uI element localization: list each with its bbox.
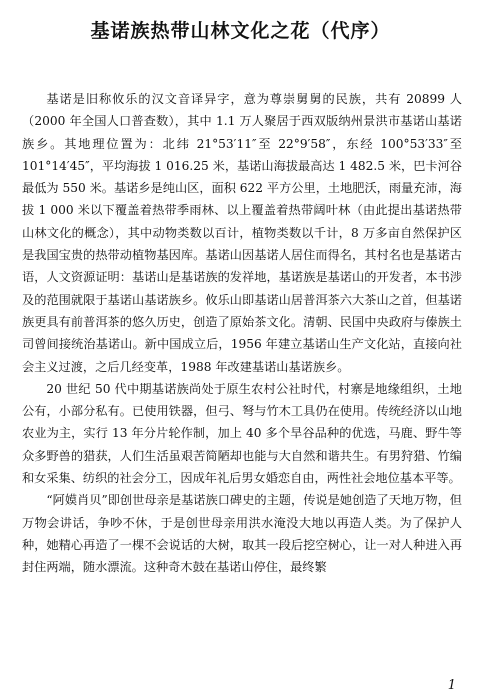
page-number: 1: [447, 678, 456, 693]
paragraph-3: “阿嫫肖贝”即创世母亲是基诺族口碑史的主题，传说是她创造了天地万物，但万物会讲话，争吵不休，于是创世母亲用洪水淹没大地以再造人类。为了保护人种，她精心再造了一棵不会说话的大树，取其一段后挖空树心，让一对人种进入再封住两端，随水漂流。这种奇木鼓在基诺山停住，最终繁: [22, 493, 462, 575]
page-title: 基诺族热带山林文化之花（代序）: [90, 20, 391, 42]
paragraph-1: 基诺是旧称攸乐的汉文音译异字，意为尊崇舅舅的民族，共有 20899 人（2000 年全国人口普查数），其中 1.1 万人聚居于西双版纳州景洪市基诺山基诺族乡。其地理位置为：北纬 21°53′11″至 22°9′58″，东经 100°53′33″至 101°14′45″，平均海拔 1 016.25 米，基诺山海拔最高达 1 482.5 米，巴卡河谷最低为 550 米。基诺乡是纯山区，面积 622 平方公里，土地肥沃，雨量充沛，海拔 1 000 米以下覆盖着热带季雨林、以上覆盖着热带阔叶林（由此提出基诺热带山林文化的概念），其中动物类数以百计，植物类数以千计，8 万多亩自然保护区是我国宝贵的热带动植物基因库。基诺山因基诺人居住而得名，其村名也是基诺古语，人文资源证明：基诺山是基诺族的发祥地，基诺族是基诺山的开发者，本书涉及的范围就限于基诺山基诺族乡。攸乐山即基诺山居普洱茶六大茶山之首，但基诺族更具有前普洱茶的悠久历史，创造了原始茶文化。清朝、民国中央政府与傣族土司曾间接统治基诺山。新中国成立后，1956 年建立基诺山生产文化站，直接向社会主义过渡，之后几经变革，1988 年改建基诺山基诺族乡。: [22, 92, 462, 374]
body-text: [22, 88, 462, 579]
paragraph-2: 20 世纪 50 代中期基诺族尚处于原生农村公社时代，村寨是地缘组织，土地公有，小部分私有。已使用铁器，但弓、弩与竹木工具仍在使用。传统经济以山地农业为主，实行 13 年分片轮作制，加上 40 多个旱谷品种的优选，马鹿、野牛等众多野兽的猎获，人们生活虽艰苦简陋却也能与大自然和谐共生。有男狩猎、竹编和女采集、纺织的社会分工，因成年礼后男女婚恋自由，两性社会地位基本平等。: [22, 381, 462, 486]
